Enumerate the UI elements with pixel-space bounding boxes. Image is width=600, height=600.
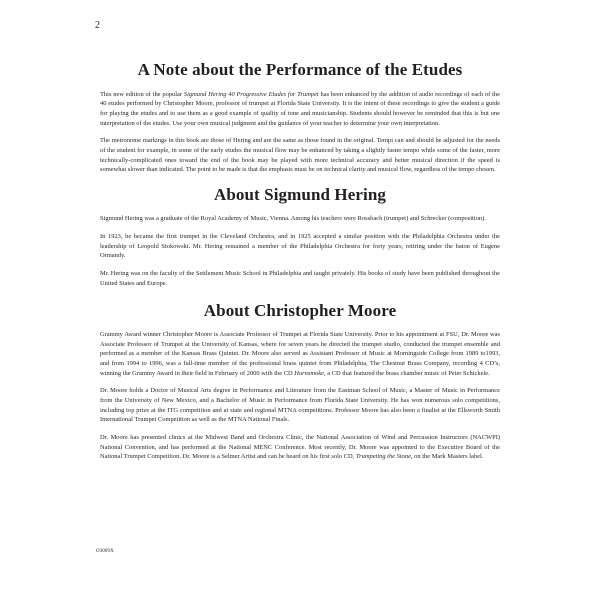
paragraph-text: , on the Mark Masters label. [410,453,484,461]
book-title-italic: Sigmund Hering 40 Progressive Etudes for Trumpet [183,90,319,98]
paragraph-text: Dr. Moore has presented clinics at the Midwest Band and Orchestra Clinic, the National Association of Wind and Percussion Instructors (NACWPI) National Convention, and has performed at the National MENC Conference. Most recently, Dr. Moore was appointed to the Executive Board of the National Trumpet Competition. Dr. Moore is a Selmer Artist and can be heard on his first solo CD, [100,434,500,461]
paragraph-text: Grammy Award winner Christopher Moore is Associate Professor of Trumpet at Florida State University. Prior to his appointment at FSU, Dr. Moore was Associate Professor of Trumpet at the University of Kansas, where for seven years he directed the trumpet studio, conducted the trumpet ensemble and performed as a member of the Kansas Brass Quintet. Dr. Moore also served as Assistant Professor of Music at Morningside College from 1989 to1993, and from 1994 to 1996, was a full-time member of the professional brass quintet from Philadelphia, The Chestnut Brass Company, recording 4 CD’s, winning the Grammy Award in their field in February of 2000 with the CD [100,331,500,377]
paragraph-text: has been enhanced by the addition of audio recordings of each of the 40 etudes performed by Christopher Moore, professor of trumpet at Florida State University. It is the intent of these recordings to give the student a guide for playing the etudes and to use them as a good example of quality of tone and musicianship. Students should however be reminded that this is but one interpretation of the etudes. Use your own musical judgment and the guidance of your teacher to determine your own interpretation. [100,90,500,127]
paragraph-hering-1: Sigmund Hering was a graduate of the Royal Academy of Music, Vienna. Among his teachers were Rossbach (trumpet) and Schrecker (composition). [100,215,486,223]
paragraph-hering-3: Mr. Hering was on the faculty of the Settlement Music School in Philadelphia and taught privately. His books of study have been published throughout the United States and Europe. [100,270,500,287]
heading-performance-note: A Note about the Performance of the Etudes [137,60,463,79]
paragraph-text: This new edition of the popular [100,90,184,98]
page-number: 2 [95,20,100,31]
document-body [100,60,500,470]
cd-title-italic: Trumpeting the Stone [355,453,411,461]
paragraph-moore-3 [100,433,500,462]
paragraph-hering-2: In 1923, he became the first trumpet in the Cleveland Orchestra, and in 1925 accepted a similar position with the Philadelphia Orchestra under the leadership of Leopold Stokowski. Mr. Hering remained a member of the Philadelphia Orchestra for forty years, retiring under the baton of Eugene Ormandy. [100,233,500,260]
paragraph-text: , a CD that featured the brass chamber music of Peter Schickele. [323,369,490,377]
paragraph-performance-2: The metronome markings in this book are those of Hering and are the same as those found in the original. Tempi can and should be adjusted for the needs of the student for example, in some of the early etudes the musical flow may be enhanced by taking a slightly faster tempo while some of the faster, more technically-complicated ones toward the end of the book may be played with more technical accuracy and better musical direction if the speed is somewhat slower than indicated. The point to be made is that the emphasis must be on technical clarity and musical flow, regardless of the tempo chosen. [100,137,500,174]
paragraph-moore-2: Dr. Moore holds a Doctor of Musical Arts degree in Performance and Literature from the Eastman School of Music, a Master of Music in Performance from the University of New Mexico, and a Bachelor of Music in Performance from Florida State University. He has won numerous solo competitions, including top prize at the ITG competition and at state and regional MTNA competitions. Professor Moore has also been a finalist at the Ellsworth Smith International Trumpet Competition as well as the MTNA National Finals. [100,387,500,424]
catalog-code: O3009X [96,549,114,554]
paragraph-performance-1 [100,90,500,129]
heading-about-moore: About Christopher Moore [203,300,397,320]
paragraph-moore-1 [100,330,500,378]
heading-about-hering: About Sigmund Hering [213,184,387,204]
cd-title-italic: Hornsmoke [294,369,324,377]
